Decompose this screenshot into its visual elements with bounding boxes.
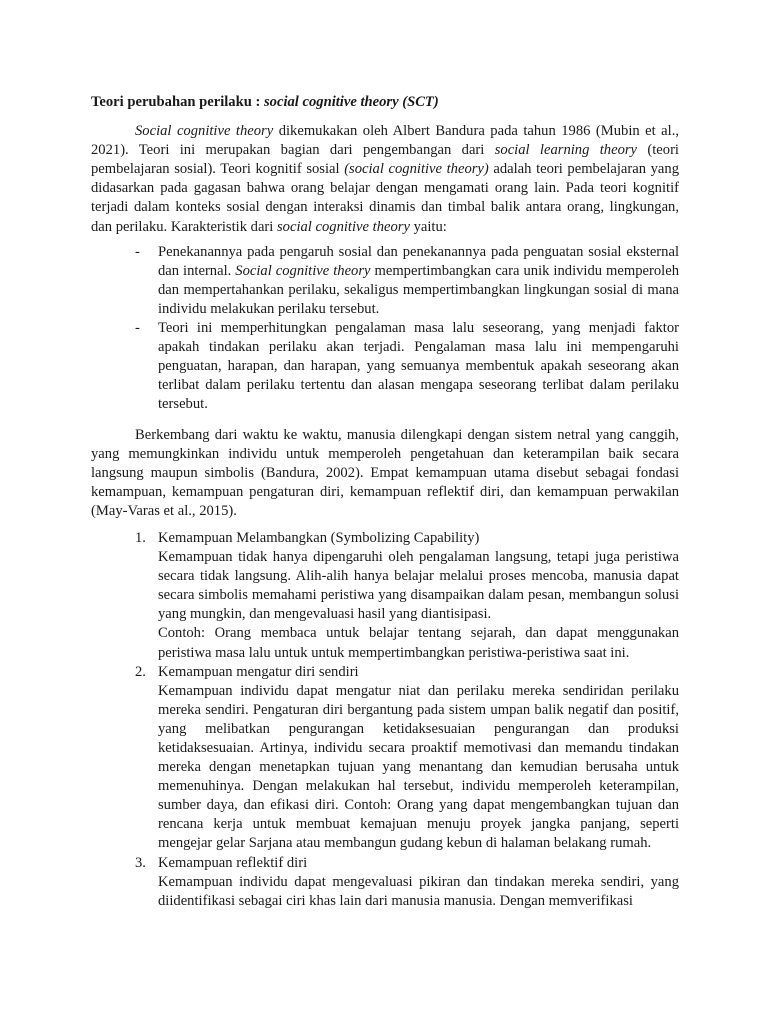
- intro-text-4: yaitu:: [409, 218, 447, 235]
- intro-italic-3: (social cognitive theory): [344, 161, 489, 178]
- list-item: [91, 319, 679, 414]
- number-marker: 1.: [135, 529, 146, 546]
- list-item-text: mempertimbangkan cara unik individu memperoleh dan mempertahankan perilaku, sekaligus mempertimbangkan lingkungan sosial di mana individu melakukan perilaku tersebut.: [158, 262, 679, 317]
- list-item-italic: Social cognitive theory: [235, 262, 371, 279]
- item-body: Kemampuan individu dapat mengevaluasi pikiran dan tindakan mereka sendiri, yang diidentifikasi sebagai ciri khas lain dari manusia manusia. Dengan memverifikasi: [158, 873, 679, 909]
- characteristics-list: [91, 243, 679, 415]
- section-heading: [91, 93, 679, 112]
- item-body: Kemampuan tidak hanya dipengaruhi oleh pengalaman langsung, tetapi juga peristiwa secara tidak langsung. Alih-alih hanya belajar melalui proses mencoba, manusia dapat secara simbolis memahami peristiwa yang disampaikan dalam pesan, membangun solusi yang mungkin, dan mengevaluasi hasil yang diantisipasi.: [158, 549, 679, 623]
- number-marker: 3.: [135, 854, 146, 871]
- item-body: Kemampuan individu dapat mengatur niat dan perilaku mereka sendiridan perilaku mereka sendiri. Pengaturan diri bergantung pada sistem umpan balik negatif dan positif, yang melibatkan pengurangan ketidaksesuaian pengurangan dan produksi ketidaksesuaian. Artinya, individu secara proaktif memotivasi dan memandu tindakan mereka dengan menetapkan tujuan yang menantang dan kemudian berusaha untuk memenuhinya. Dengan melakukan hal tersebut, individu memperoleh keterampilan, sumber daya, dan efikasi diri. Contoh: Orang yang dapat mengembangkan tujuan dan rencana kerja untuk membuat kemajuan menuju proyek jangka panjang, seperti mengejar gelar Sarjana atau membangun gudang kebun di halaman belakang rumah.: [158, 682, 679, 852]
- intro-text-3: adalah teori pembelajaran yang didasarkan pada gagasan bahwa orang belajar dengan mengamati orang lain. Pada teori kognitif terjadi dalam konteks sosial dengan interaksi dinamis dan timbal balik antara orang, lingkungan, dan perilaku. Karakteristik dari: [91, 161, 679, 235]
- heading-text: Teori perubahan perilaku :: [91, 94, 264, 110]
- heading-italic-text: social cognitive theory (SCT): [264, 94, 439, 110]
- intro-text-2: (teori pembelajaran sosial). Teori kognitif sosial: [91, 142, 679, 178]
- item-title: Kemampuan mengatur diri sendiri: [158, 663, 359, 680]
- intro-italic-2: social learning theory: [494, 142, 638, 159]
- intro-italic-1: Social cognitive theory: [135, 123, 274, 140]
- list-item: [91, 529, 679, 663]
- dash-marker: -: [135, 320, 140, 337]
- item-title: Kemampuan reflektif diri: [158, 854, 308, 871]
- document-body: [91, 93, 679, 911]
- list-item: [91, 663, 679, 854]
- number-marker: 2.: [135, 663, 146, 680]
- intro-paragraph: [91, 122, 679, 237]
- item-title: Kemampuan Melambangkan (Symbolizing Capability): [158, 529, 480, 546]
- item-example: Contoh: Orang membaca untuk belajar tentang sejarah, dan dapat menggunakan peristiwa masa lalu untuk untuk mempertimbangkan peristiwa-peristiwa saat ini.: [158, 625, 679, 661]
- intro-text-1: dikemukakan oleh Albert Bandura pada tahun 1986 (Mubin et al., 2021). Teori ini merupakan bagian dari pengembangan dari: [91, 123, 679, 159]
- list-item-text: Penekanannya pada pengaruh sosial dan penekanannya pada penguatan sosial eksternal dan internal.: [158, 243, 679, 279]
- list-item: [91, 854, 679, 911]
- dash-marker: -: [135, 243, 140, 260]
- list-item: [91, 243, 679, 319]
- intro-italic-4: social cognitive theory: [277, 218, 410, 235]
- capabilities-list: [91, 529, 679, 911]
- body-paragraph: Berkembang dari waktu ke waktu, manusia dilengkapi dengan sistem netral yang canggih, yang memungkinkan individu untuk memperoleh pengetahuan dan keterampilan baik secara langsung maupun simbolis (Bandura, 2002). Empat kemampuan utama disebut sebagai fondasi kemampuan, kemampuan pengaturan diri, kemampuan reflektif diri, dan kemampuan perwakilan (May-Varas et al., 2015).: [91, 426, 679, 519]
- list-item-text: Teori ini memperhitungkan pengalaman masa lalu seseorang, yang menjadi faktor apakah tindakan perilaku akan terjadi. Pengalaman masa lalu ini mempengaruhi penguatan, harapan, dan harapan, yang semuanya membentuk apakah seseorang akan terlibat dalam perilaku tertentu dan alasan mengapa seseorang terlibat dalam perilaku tersebut.: [158, 320, 679, 413]
